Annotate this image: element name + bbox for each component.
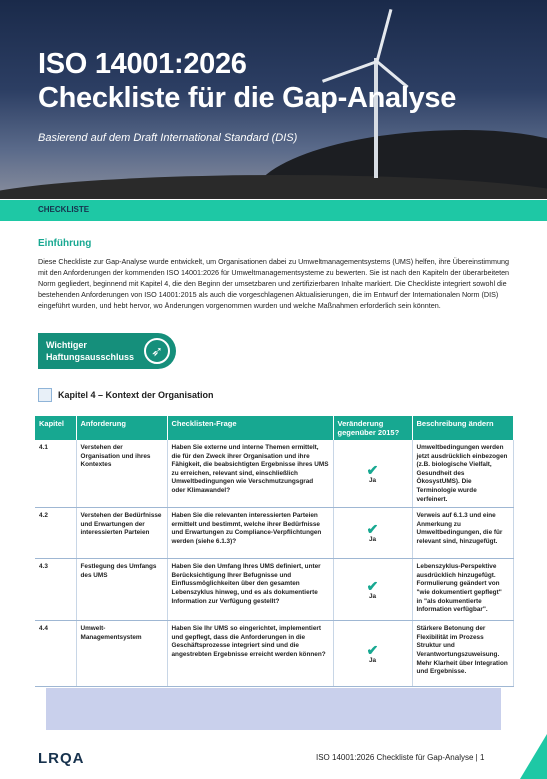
cell-frage: Haben Sie externe und interne Themen ermittelt, die für den Zweck ihrer Organisation und ihre Fähigkeit, die beabsichtigten Ergebnisse ihres UMS zu erreichen, relevant sind, einschließlich Umweltbedingungen wie Verschmutzungsgrad oder Klimawandel? [167, 440, 333, 508]
column-header: Checklisten-Frage [167, 416, 333, 440]
cell-veraenderung-value: Ja [368, 476, 377, 484]
table-row [35, 508, 513, 559]
column-header: Veränderung gegenüber 2015? [333, 416, 412, 440]
cell-veraenderung-value: Ja [368, 536, 377, 544]
cell-beschreibung: Lebenszyklus-Perspektive ausdrücklich hinzugefügt. Formulierung geändert von "wie dokumentiert gepflegt" in "als dokumentierte Information verfügbar". [412, 559, 513, 621]
intro-heading: Einführung [38, 238, 92, 249]
disclaimer-button[interactable] [38, 333, 176, 369]
wind-turbine-blade [376, 9, 393, 62]
cell-anforderung: Umwelt-Managementsystem [76, 621, 167, 687]
checkmark-icon: ✔ [366, 641, 379, 658]
cell-veraenderung [333, 440, 412, 508]
cell-frage: Haben Sie den Umfang Ihres UMS definiert, unter Berücksichtigung Ihrer Befugnisse und Einflussmöglichkeiten über den gesamten Lebenszyklus hinweg, und es als dokumentierte Information zur Verfügung gestellt? [167, 559, 333, 621]
cell-anforderung: Festlegung des Umfangs des UMS [76, 559, 167, 621]
cell-beschreibung: Umweltbedingungen werden jetzt ausdrücklich einbezogen (z.B. biologische Vielfalt, Gesundheit des ÖkosystUMS). Die Terminologie wurde verfeinert. [412, 440, 513, 508]
lrqa-logo: LRQA [38, 750, 85, 767]
column-header: Kapitel [35, 416, 76, 440]
cell-veraenderung [333, 508, 412, 559]
footer-text: ISO 14001:2026 Checkliste für Gap-Analyse | 1 [316, 753, 485, 762]
checkmark-icon: ✔ [366, 521, 379, 538]
wind-turbine-blade [322, 60, 378, 83]
checklist-table [35, 416, 514, 687]
cell-frage: Haben Sie die relevanten interessierten Parteien ermittelt und bestimmt, welche ihrer Bedürfnisse und Erwartungen zu Compliance-Verpflichtungen werden (siehe 6.1.3)? [167, 508, 333, 559]
notes-box [46, 688, 501, 730]
cell-anforderung: Verstehen der Organisation und ihres Kontextes [76, 440, 167, 508]
cell-kapitel: 4.2 [35, 508, 76, 559]
table-row [35, 440, 513, 508]
page-title-line-1: ISO 14001:2026 [38, 48, 247, 80]
cell-veraenderung-value: Ja [368, 592, 377, 600]
wind-turbine-mast [374, 58, 378, 178]
cell-veraenderung-value: Ja [368, 656, 377, 664]
page-title-line-2: Checkliste für die Gap-Analyse [38, 82, 457, 114]
target-arrow-icon: ➶ [144, 338, 170, 364]
cell-kapitel: 4.4 [35, 621, 76, 687]
corner-accent [520, 734, 547, 779]
cell-kapitel: 4.3 [35, 559, 76, 621]
cell-anforderung: Verstehen der Bedürfnisse und Erwartungen der interessierten Parteien [76, 508, 167, 559]
disclaimer-label [46, 339, 146, 363]
section-band-label: CHECKLISTE [38, 205, 90, 214]
intro-text: Diese Checkliste zur Gap-Analyse wurde entwickelt, um Organisationen dabei zu Umweltmanagementsystems (UMS) helfen, ihre Übereinstimmung mit den Anforderungen der kommenden ISO 14001:2026 für Umweltmanagementsysteme zu bewerten. Sie ist nach den Kapiteln der überarbeiteten Norm gegliedert, beginnend mit Kapitel 4, die den Beginn der umsetzbaren und zertifizierbaren Inhalte markiert. Die Checkliste integriert sowohl die bestehenden Anforderungen von ISO 14001:2015 als auch die vorgeschlagenen Aktualisierungen, die im Entwurf der Internationalen Norm (DIS) eingeführt wurden, und hebt hervor, wo Änderungen vorgenommen wurden und welche Maßnahmen erforderlich sein könnten. [38, 257, 510, 310]
cell-beschreibung: Stärkere Betonung der Flexibilität im Prozess Struktur und Verantwortungszuweisung. Mehr Klarheit über Integration und Ergebnisse. [412, 621, 513, 687]
cell-veraenderung [333, 559, 412, 621]
cell-frage: Haben Sie Ihr UMS so eingerichtet, implementiert und gepflegt, dass die Anforderungen in die Geschäftsprozesse integriert sind und die angestrebten Ergebnisse erreicht werden können? [167, 621, 333, 687]
section-band [0, 200, 547, 221]
checkmark-icon: ✔ [366, 461, 379, 478]
cell-veraenderung [333, 621, 412, 687]
table-header-row [35, 416, 513, 440]
page-subtitle: Basierend auf dem Draft International Standard (DIS) [38, 132, 298, 144]
cell-kapitel: 4.1 [35, 440, 76, 508]
cell-beschreibung: Verweis auf 6.1.3 und eine Anmerkung zu Umweltbedingungen, die für relevant sind, hinzugefügt. [412, 508, 513, 559]
disclaimer-label-line-2: Haftungsausschluss [46, 352, 135, 362]
column-header: Anforderung [76, 416, 167, 440]
column-header: Beschreibung ändern [412, 416, 513, 440]
disclaimer-label-line-1: Wichtiger [46, 340, 87, 350]
checkmark-icon: ✔ [366, 577, 379, 594]
chapter-title: Kapitel 4 – Kontext der Organisation [58, 390, 214, 400]
table-row [35, 621, 513, 687]
chapter-checkbox[interactable] [38, 388, 52, 402]
table-row [35, 559, 513, 621]
